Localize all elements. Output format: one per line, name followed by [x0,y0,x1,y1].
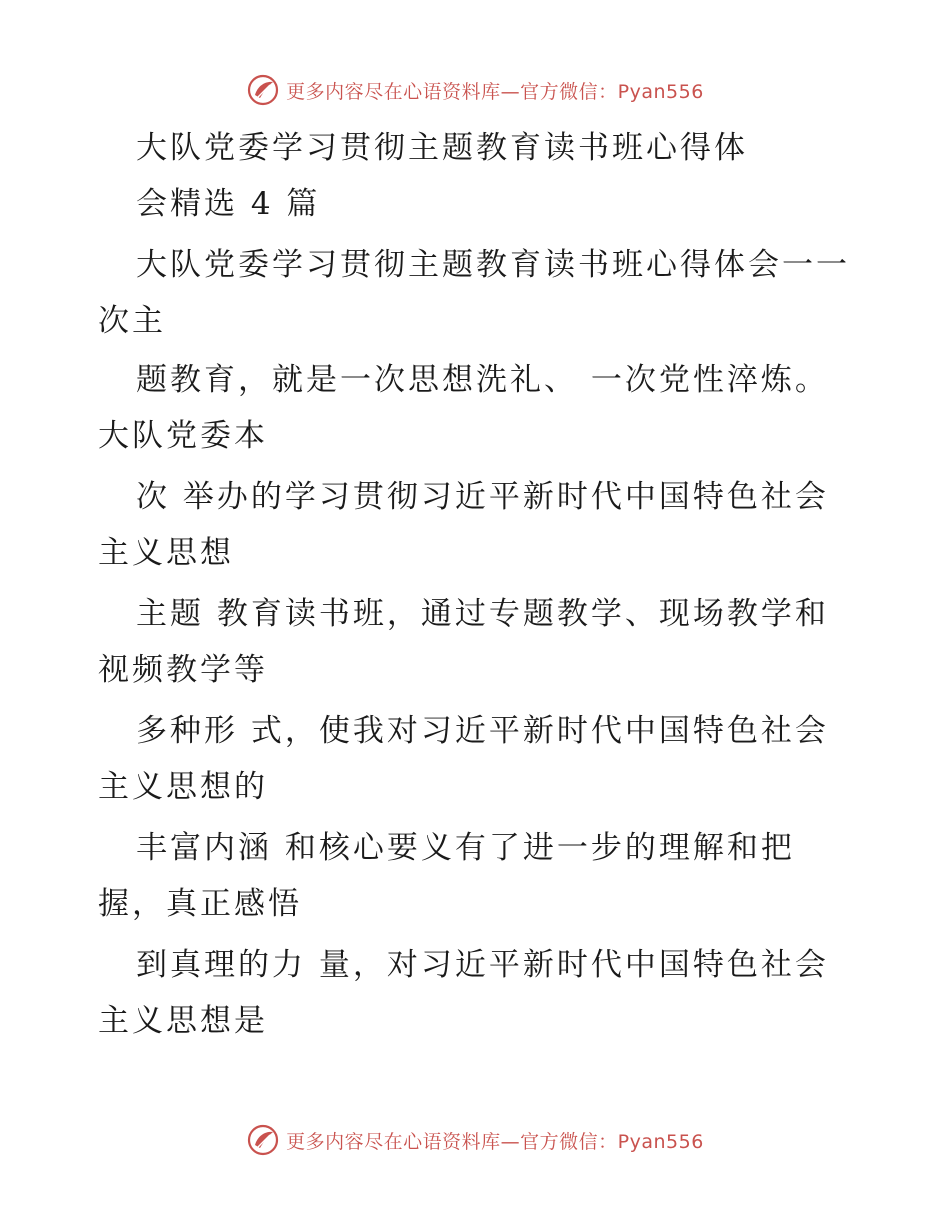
logo-icon [246,73,280,107]
paragraph-line: 大队党委本 [98,418,268,454]
footer-banner [0,1122,950,1158]
header-banner [0,72,950,108]
paragraph-line: 主义思想 [98,535,234,571]
paragraph-line: 丰富内涵 和核心要义有了进一步的理解和把 [136,830,795,866]
paragraph-line: 次 举办的学习贯彻习近平新时代中国特色社会 [136,479,829,515]
paragraph-line: 大队党委学习贯彻主题教育读书班心得体会一一 [136,247,850,283]
document-title-line-2: 会精选 4 篇 [136,186,321,222]
paragraph-line: 主义思想的 [98,769,268,805]
paragraph-line: 主义思想是 [98,1003,268,1039]
paragraph-line: 视频教学等 [98,652,268,688]
paragraph-line: 握，真正感悟 [98,886,302,922]
footer-banner-text: 更多内容尽在心语资料库—官方微信：Pyan556 [286,1130,704,1153]
header-banner-text: 更多内容尽在心语资料库—官方微信：Pyan556 [286,80,704,103]
paragraph-line: 到真理的力 量，对习近平新时代中国特色社会 [136,947,829,983]
footer-banner-content [246,1123,704,1157]
paragraph-line: 多种形 式，使我对习近平新时代中国特色社会 [136,713,829,749]
logo-icon [246,1123,280,1157]
paragraph-line: 题教育，就是一次思想洗礼、 一次党性淬炼。 [136,362,829,398]
document-title-line-1: 大队党委学习贯彻主题教育读书班心得体 [136,130,748,166]
header-banner-content [246,73,704,107]
paragraph-line: 主题 教育读书班，通过专题教学、现场教学和 [136,596,829,632]
paragraph-line: 次主 [98,303,166,339]
